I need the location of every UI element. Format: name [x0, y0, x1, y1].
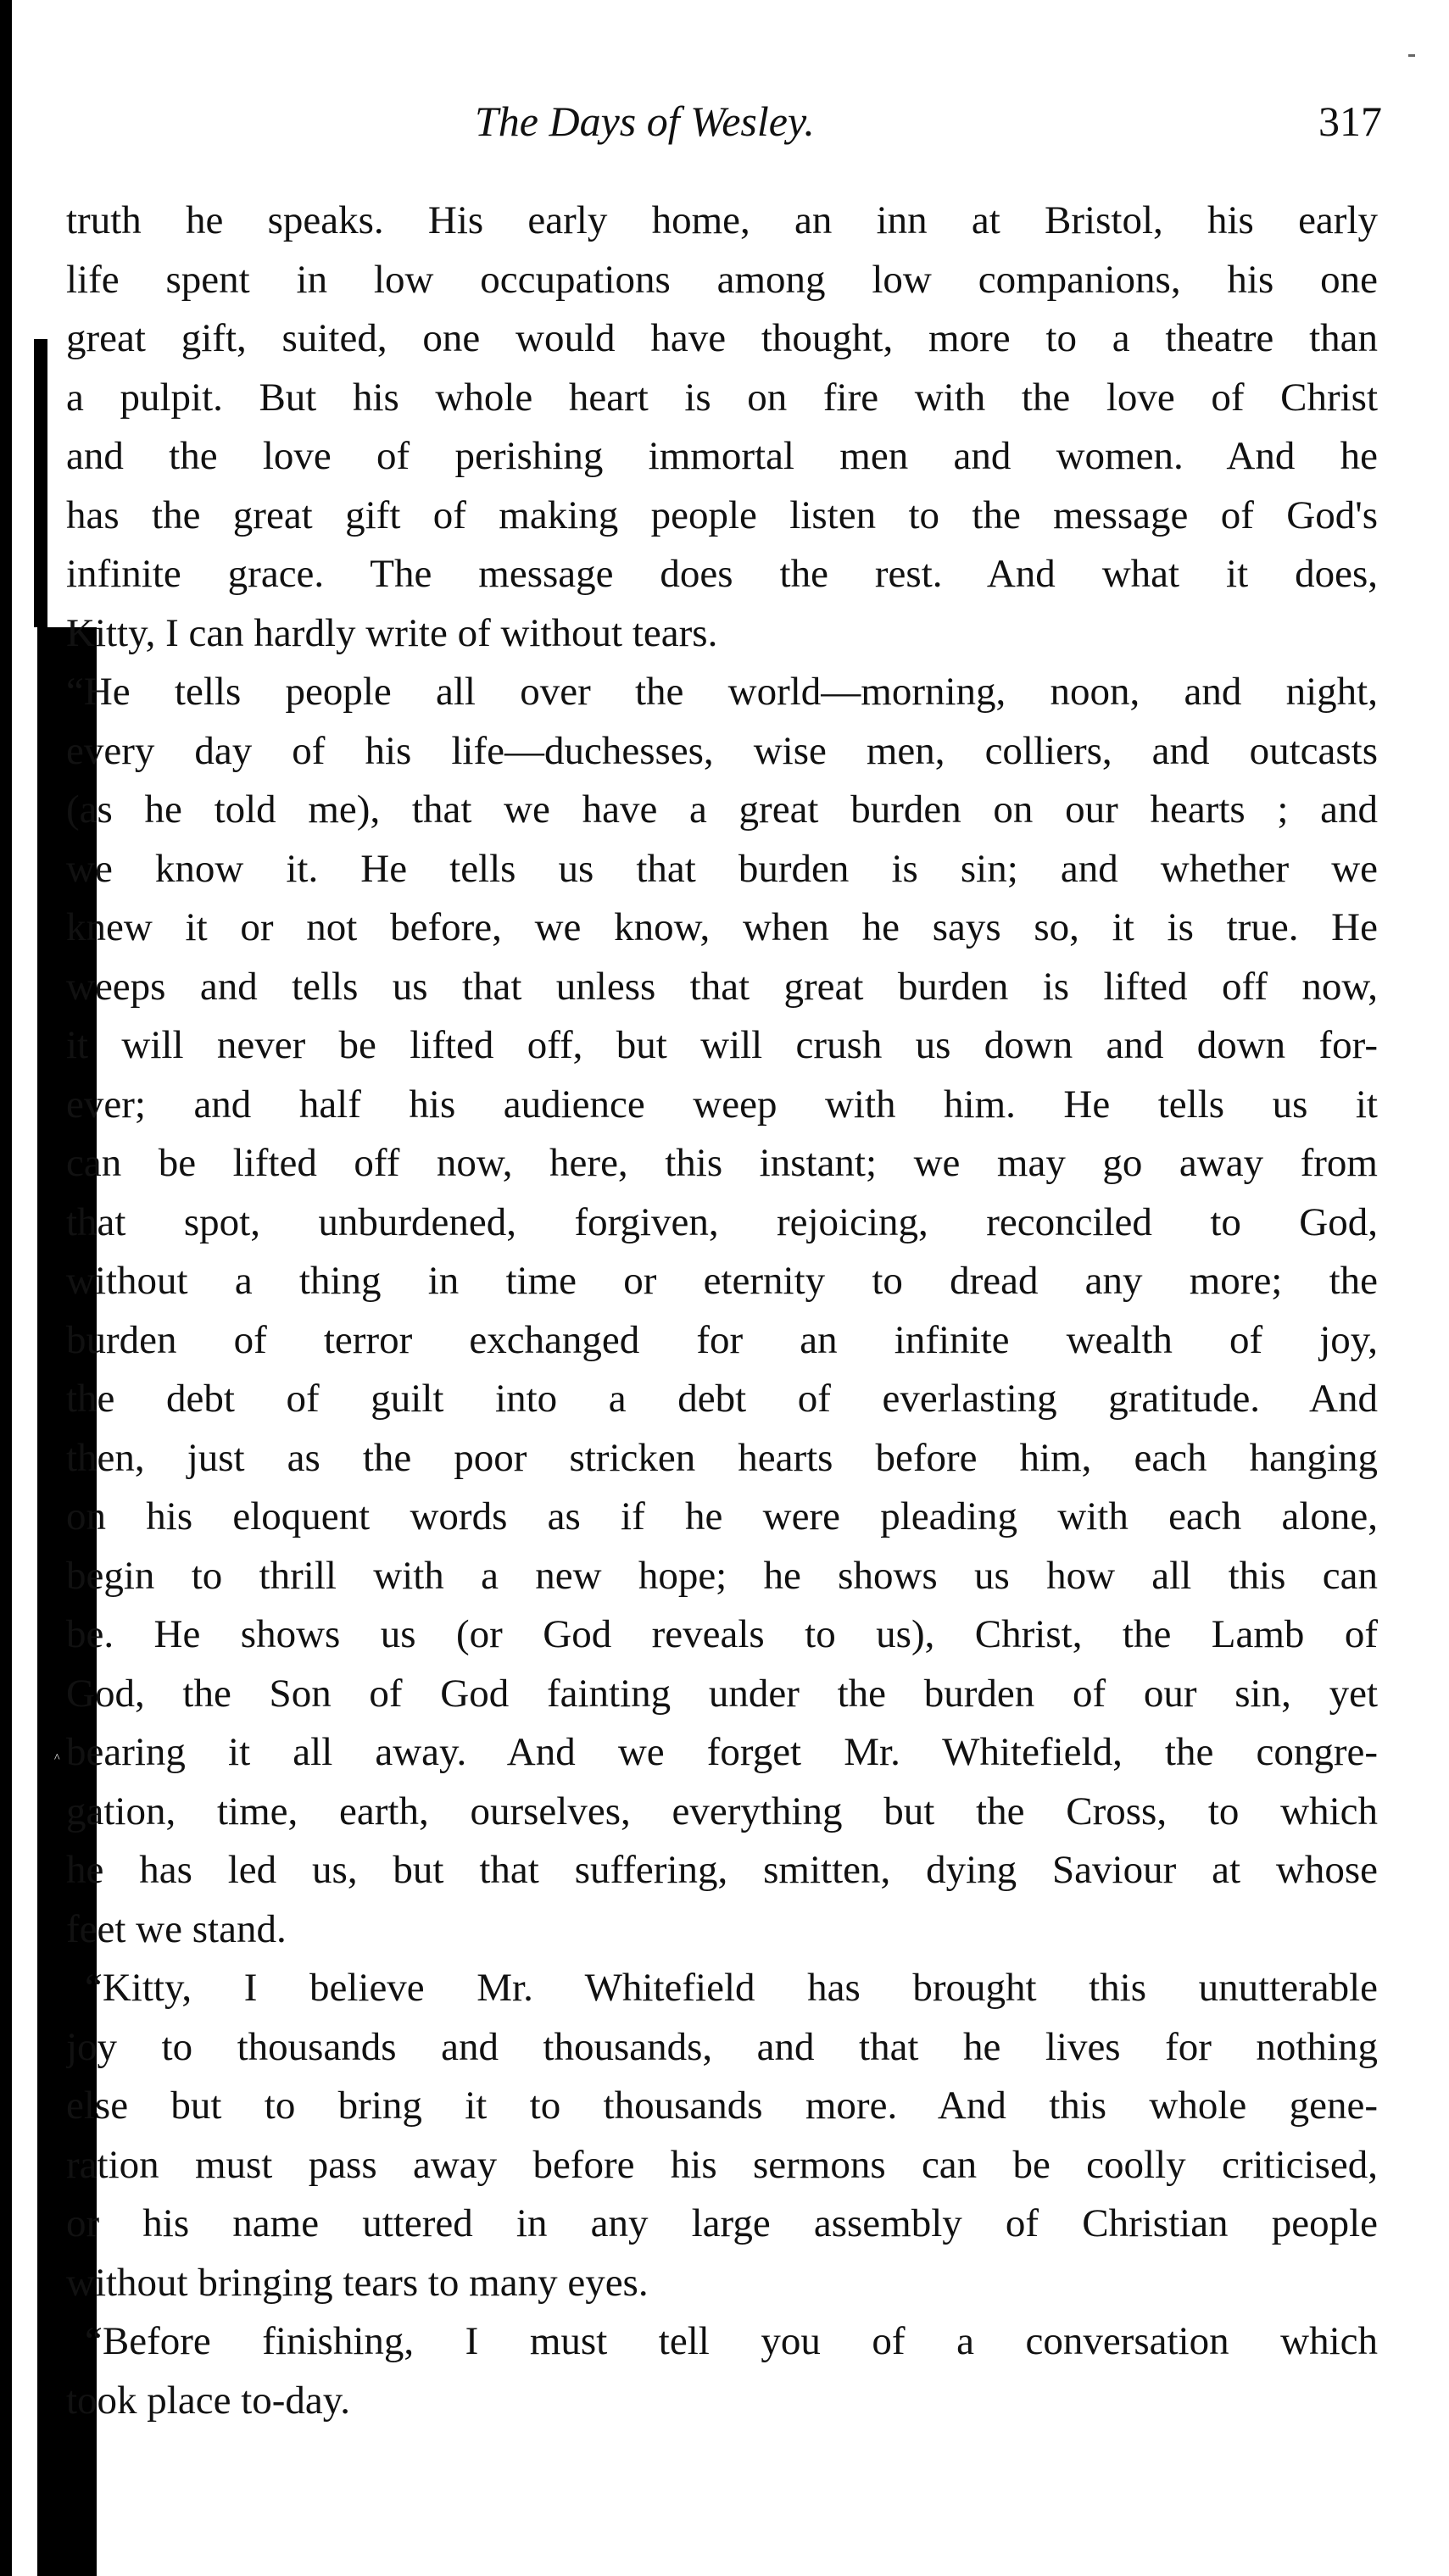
- text-line: else but to bring it to thousands more. And this whole gene-: [66, 2084, 1378, 2128]
- text-line: then, just as the poor stricken hearts before him, each hanging: [66, 1435, 1378, 1480]
- text-line: “Kitty, I believe Mr. Whitefield has brought this unutterable: [85, 1966, 1378, 2010]
- text-line: feet we stand.: [66, 1906, 287, 1951]
- text-line: knew it or not before, we know, when he says so, it is true. He: [66, 905, 1378, 949]
- text-line: he has led us, but that suffering, smitten, dying Saviour at whose: [66, 1848, 1378, 1892]
- text-line: burden of terror exchanged for an infinite wealth of joy,: [66, 1317, 1378, 1362]
- text-line: ever; and half his audience weep with him. He tells us it: [66, 1082, 1378, 1127]
- page-header: [76, 92, 1382, 159]
- text-line: truth he speaks. His early home, an inn at Bristol, his early: [66, 198, 1378, 242]
- text-line: on his eloquent words as if he were pleading with each alone,: [66, 1494, 1378, 1538]
- text-line: took place to-day.: [66, 2378, 350, 2423]
- text-line: joy to thousands and thousands, and that he lives for nothing: [66, 2024, 1378, 2069]
- caret-mark-icon: ^: [54, 1752, 60, 1765]
- text-line: that spot, unburdened, forgiven, rejoicing, reconciled to God,: [66, 1199, 1378, 1244]
- text-line: bearing it all away. And we forget Mr. Whitefield, the congre-: [66, 1730, 1378, 1774]
- text-line: and the love of perishing immortal men and women. And he: [66, 434, 1378, 478]
- text-line: God, the Son of God fainting under the burden of our sin, yet: [66, 1671, 1378, 1716]
- text-line: (as he told me), that we have a great burden on our hearts ; and: [66, 787, 1378, 832]
- page-number: 317: [1318, 97, 1382, 145]
- body-text: [66, 192, 1378, 2430]
- text-line: infinite grace. The message does the rest. And what it does,: [66, 552, 1378, 596]
- text-line: gation, time, earth, ourselves, everything but the Cross, to which: [66, 1789, 1378, 1833]
- text-line: it will never be lifted off, but will crush us down and down for-: [66, 1023, 1378, 1067]
- text-line: can be lifted off now, here, this instant; we may go away from: [66, 1141, 1378, 1185]
- text-line: life spent in low occupations among low companions, his one: [66, 257, 1378, 302]
- binding-shadow-upper: [34, 339, 47, 627]
- text-line: “He tells people all over the world—morning, noon, and night,: [66, 670, 1378, 714]
- text-line: every day of his life—duchesses, wise men, colliers, and outcasts: [66, 728, 1378, 773]
- text-line: “Before finishing, I must tell you of a conversation which: [85, 2319, 1378, 2363]
- text-line: weeps and tells us that unless that great burden is lifted off now,: [66, 964, 1378, 1009]
- text-line: has the great gift of making people listen to the message of God's: [66, 492, 1378, 537]
- corner-speck: [1408, 54, 1415, 57]
- text-line: great gift, suited, one would have thought, more to a theatre than: [66, 316, 1378, 360]
- text-line: we know it. He tells us that burden is sin; and whether we: [66, 846, 1378, 891]
- text-line: the debt of guilt into a debt of everlasting gratitude. And: [66, 1377, 1378, 1421]
- text-line: begin to thrill with a new hope; he shows us how all this can: [66, 1553, 1378, 1598]
- text-line: be. He shows us (or God reveals to us), Christ, the Lamb of: [66, 1612, 1378, 1656]
- text-line: Kitty, I can hardly write of without tears.: [66, 610, 718, 655]
- text-line: or his name uttered in any large assembly of Christian people: [66, 2201, 1378, 2245]
- running-title: The Days of Wesley.: [475, 97, 815, 145]
- text-line: without a thing in time or eternity to dread any more; the: [66, 1259, 1378, 1303]
- text-line: ration must pass away before his sermons can be coolly criticised,: [66, 2142, 1378, 2187]
- text-line: a pulpit. But his whole heart is on fire with the love of Christ: [66, 375, 1378, 420]
- page-left-edge: [0, 0, 12, 2576]
- text-line: without bringing tears to many eyes.: [66, 2260, 649, 2305]
